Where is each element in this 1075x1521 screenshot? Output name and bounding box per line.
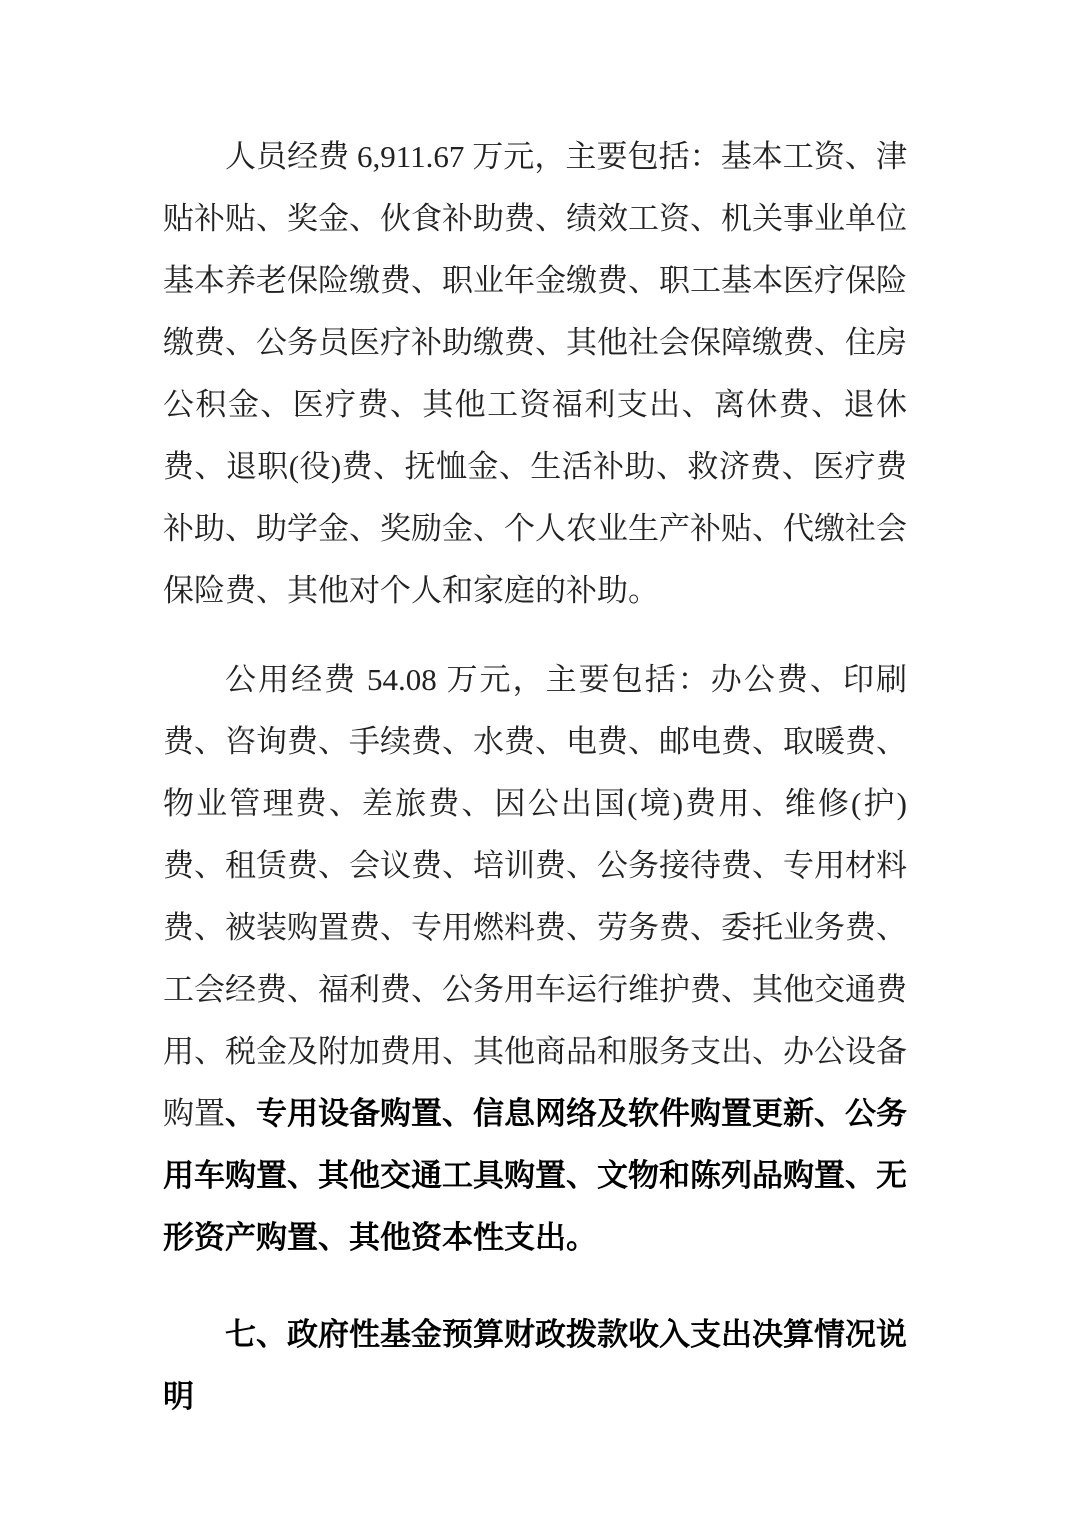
personnel-expense-paragraph: 人员经费 6,911.67 万元，主要包括：基本工资、津贴补贴、奖金、伙食补助费、绩效工资、机关事业单位基本养老保险缴费、职业年金缴费、职工基本医疗保险缴费、公务员医疗补助缴费、其他社会保障缴费、住房公积金、医疗费、其他工资福利支出、离休费、退休费、退职(役)费、抚恤金、生活补助、救济费、医疗费补助、助学金、奖励金、个人农业生产补贴、代缴社会保险费、其他对个人和家庭的补助。 — [163, 139, 907, 608]
public-expense-regular-text: 公用经费 54.08 万元，主要包括：办公费、印刷费、咨询费、手续费、水费、电费、邮电费、取暖费、物业管理费、差旅费、因公出国(境)费用、维修(护)费、租赁费、会议费、培训费、公务接待费、专用材料费、被装购置费、专用燃料费、劳务费、委托业务费、工会经费、福利费、公务用车运行维护费、其他交通费用、税金及附加费用、其他商品和服务支出、办公设备购置 — [163, 662, 907, 1131]
public-expense-bold-text: 、专用设备购置、信息网络及软件购置更新、公务用车购置、其他交通工具购置、文物和陈列品购置、无形资产购置、其他资本性支出。 — [163, 1096, 907, 1255]
section-7-heading: 七、政府性基金预算财政拨款收入支出决算情况说明 — [163, 1317, 907, 1414]
public-expense-paragraph — [163, 649, 907, 1269]
